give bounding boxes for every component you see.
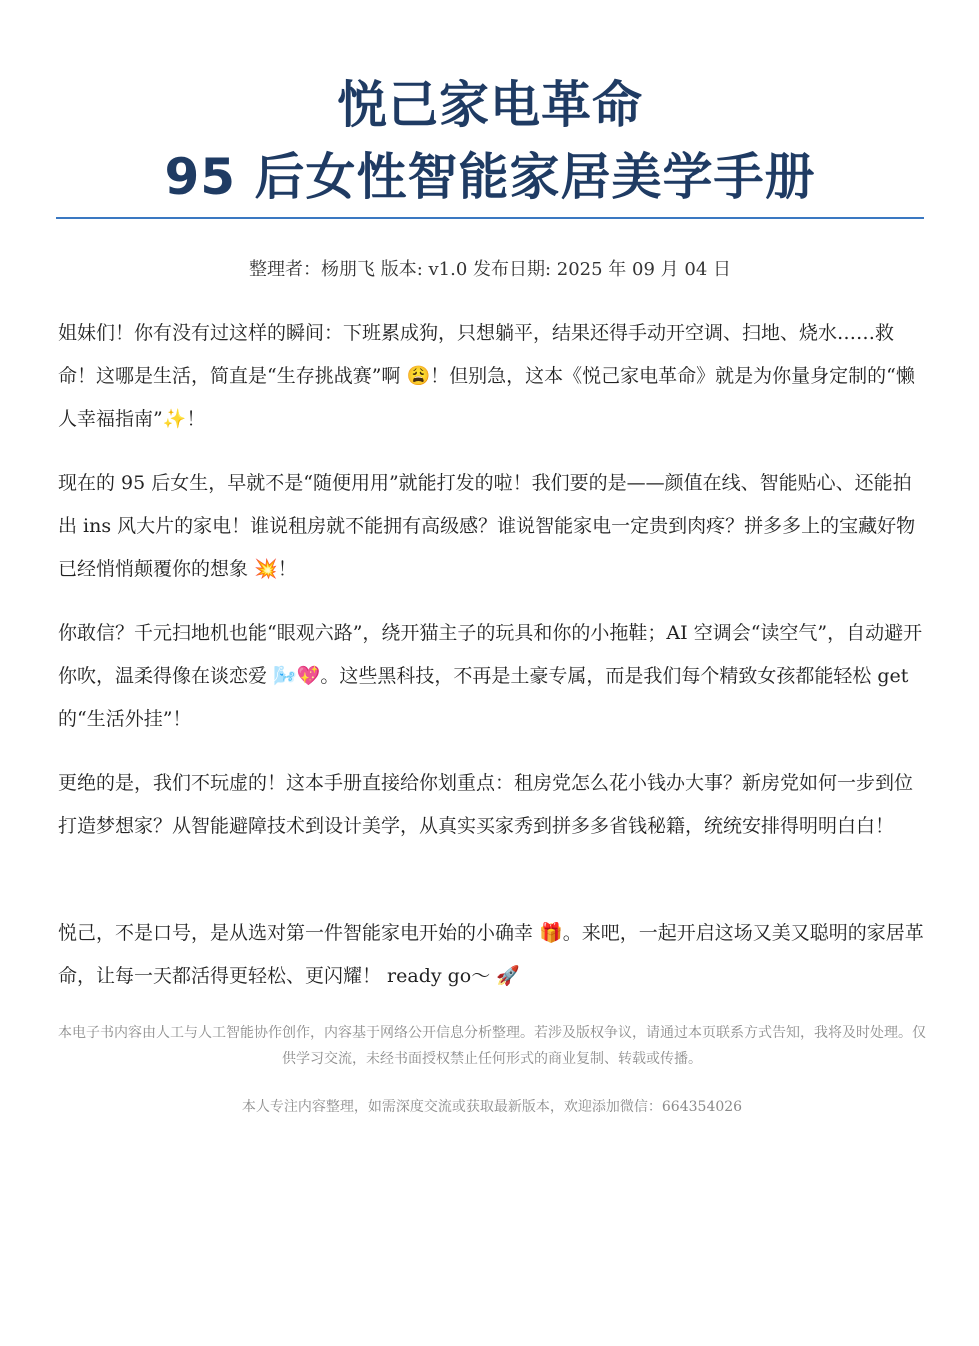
paragraph-closing: 悦己，不是口号，是从选对第一件智能家电开始的小确幸 🎁。来吧，一起开启这场又美又聪明的家居革命，让每一天都活得更轻松、更闪耀！ ready go～ 🚀	[58, 922, 924, 987]
paragraph-highlights: 更绝的是，我们不玩虚的！这本手册直接给你划重点：租房党怎么花小钱办大事？新房党如何一步到位打造梦想家？从智能避障技术到设计美学，从真实买家秀到拼多多省钱秘籍，统统安排得明明白白！	[58, 772, 914, 837]
title-divider	[56, 217, 924, 219]
paragraph-tech: 你敢信？千元扫地机也能“眼观六路”，绕开猫主子的玩具和你的小拖鞋；AI 空调会“读空气”，自动避开你吹，温柔得像在谈恋爱 🌬️💖。这些黑科技，不再是土豪专属，而是我们每个精致女孩都能轻松 get 的“生活外挂”！	[58, 622, 923, 730]
copyright-disclaimer: 本电子书内容由人工与人工智能协作创作，内容基于网络公开信息分析整理。若涉及版权争议，请通过本页联系方式告知，我将及时处理。仅供学习交流，未经书面授权禁止任何形式的商业复制、转载或传播。	[58, 1025, 926, 1067]
contact-note: 本人专注内容整理，如需深度交流或获取最新版本，欢迎添加微信：664354026	[241, 1099, 743, 1115]
page-title-line-1: 悦己家电革命	[337, 76, 643, 134]
document-meta: 整理者：杨朋飞 版本: v1.0 发布日期: 2025 年 09 月 04 日	[248, 259, 732, 280]
paragraph-intro: 姐妹们！你有没有过这样的瞬间：下班累成狗，只想躺平，结果还得手动开空调、扫地、烧水……救命！这哪是生活，简直是“生存挑战赛”啊 😩！但别急，这本《悦己家电革命》就是为你量身定制的“懒人幸福指南”✨！	[58, 322, 915, 430]
page-title-line-2: 95 后女性智能家居美学手册	[164, 148, 816, 206]
paragraph-needs: 现在的 95 后女生，早就不是“随便用用”就能打发的啦！我们要的是——颜值在线、智能贴心、还能拍出 ins 风大片的家电！谁说租房就不能拥有高级感？谁说智能家电一定贵到肉疼？拼多多上的宝藏好物已经悄悄颠覆你的想象 💥！	[58, 472, 916, 580]
